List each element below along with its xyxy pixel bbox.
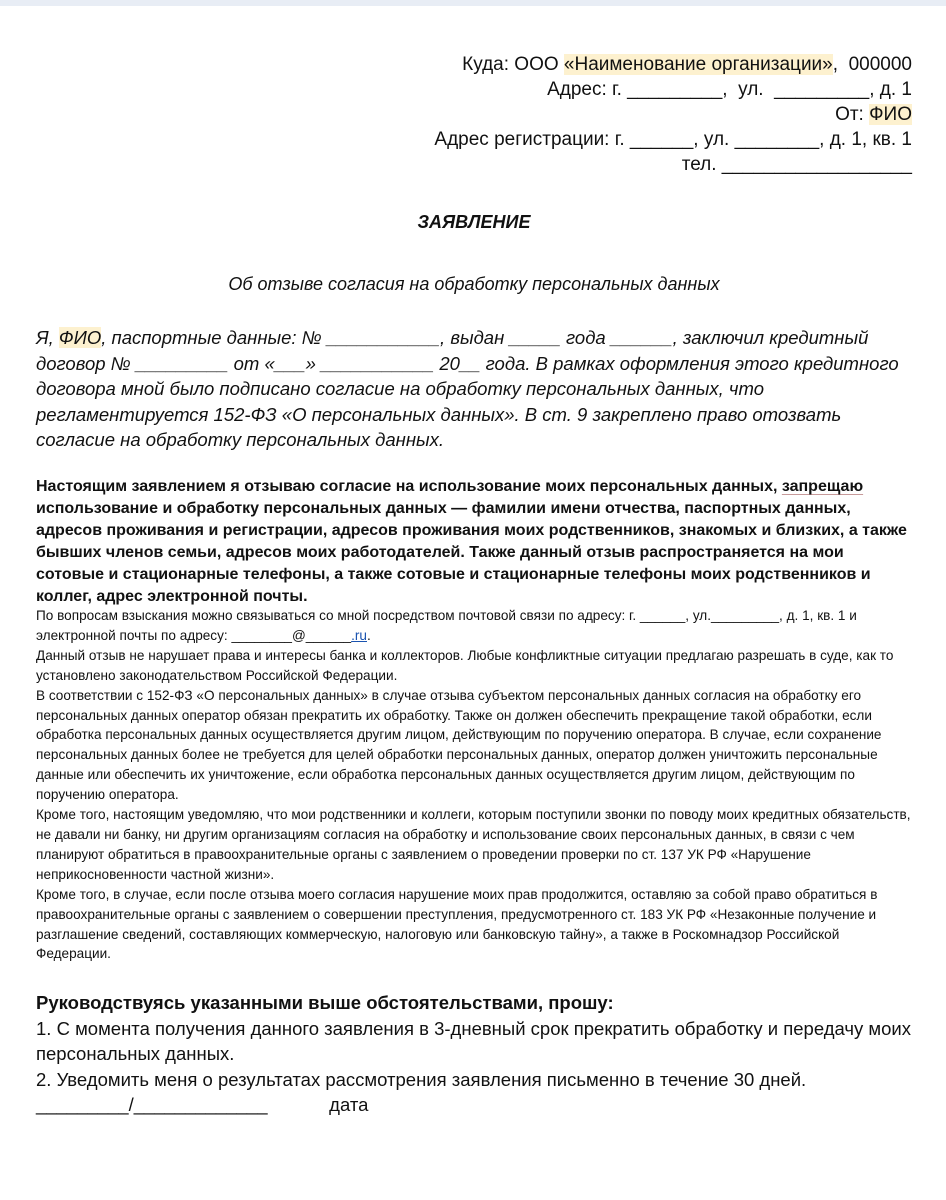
relatives-paragraph: Кроме того, настоящим уведомляю, что мои родственники и коллеги, которым поступили звонки по поводу моих кредитных обязательств, не давали ни банку, ни другим организациям согласия на обработку и использование своих персональных данных, в связи с чем планируют обратиться в правоохранительные органы с заявлением о проведении проверки по ст. 137 УК РФ «Нарушение неприкосновенности частной жизни». bbox=[36, 807, 911, 882]
details-section bbox=[36, 606, 912, 964]
signature-line: _________/_____________ дата bbox=[36, 1094, 369, 1115]
rights-paragraph: Данный отзыв не нарушает права и интересы банка и коллекторов. Любые конфликтные ситуации предлагаю разрешать в суде, как то установлено законодательством Российской Федерации. bbox=[36, 647, 894, 683]
request-item-1: 1. С момента получения данного заявления в 3-дневный срок прекратить обработку и передачу моих персональных данных. bbox=[36, 1017, 912, 1064]
request-lead: Руководствуясь указанными выше обстоятельствами, прошу: bbox=[36, 992, 614, 1013]
request-section bbox=[36, 990, 912, 1118]
sender-line: От: ФИО bbox=[835, 104, 912, 125]
email-domain-link[interactable]: .ru bbox=[351, 627, 367, 643]
applicant-name-highlight: ФИО bbox=[58, 327, 102, 348]
registration-address-line: Адрес регистрации: г. ______, ул. ________, д. 1, кв. 1 bbox=[434, 129, 912, 150]
enforcement-paragraph: Кроме того, в случае, если после отзыва моего согласия нарушение моих прав продолжится, оставляю за собой право обратиться в правоохранительные органы с заявлением о совершении преступления, предусмотренного ст. 183 УК РФ «Незаконные получение и разглашение сведений, составляющих коммерческую, налоговую или банковскую тайну», а также в Роскомнадзор Российской Федерации. bbox=[36, 886, 878, 962]
intro-paragraph: Я, ФИО, паспортные данные: № ___________, выдан _____ года ______, заключил кредитный договор № _________ от «___» ___________ 20__ года. В рамках оформления этого кредитного договора мной было подписано согласие на обработку персональных данных, что регламентируется 152-ФЗ «О персональных данных». В ст. 9 закреплено право отозвать согласие на обработку персональных данных. bbox=[36, 327, 899, 450]
top-toolbar-strip bbox=[0, 0, 946, 6]
sender-name-highlight: ФИО bbox=[869, 104, 912, 125]
org-name-highlight: «Наименование организации» bbox=[563, 54, 833, 75]
revocation-paragraph: Настоящим заявлением я отзываю согласие на использование моих персональных данных, запрещаю использование и обработку персональных данных — фамилии имени отчества, паспортных данных, адресов проживания и регистрации, адресов проживания моих родственников, знакомых и близких, а также бывших членов семьи, адресов моих работодателей. Также данный отзыв распространяется на мои сотовые и стационарные телефоны, а также сотовые и стационарные телефоны моих родственников и коллег, адрес электронной почты. bbox=[36, 478, 907, 605]
request-item-2: 2. Уведомить меня о результатах рассмотрения заявления письменно в течение 30 дней. bbox=[36, 1068, 807, 1090]
recipient-address-line: Адрес: г. _________, ул. _________, д. 1 bbox=[547, 79, 912, 100]
document-title: ЗАЯВЛЕНИЕ bbox=[417, 212, 531, 232]
document-subtitle: Об отзыве согласия на обработку персональных данных bbox=[228, 274, 720, 294]
law-paragraph: В соответствии с 152-ФЗ «О персональных данных» в случае отзыва субъектом персональных данных согласия на обработку его персональных данных оператор обязан прекратить их обработку. Также он должен обеспечить прекращение такой обработки, если обработка персональных данных осуществляется другим лицом, действующим по поручению оператора. В случае, если сохранение персональных данных более не требуется для целей обработки персональных данных, оператор должен уничтожить персональные данные или обеспечить их уничтожение, если обработка персональных данных осуществляется другим лицом, действующим по поручению оператора. bbox=[36, 687, 882, 803]
recipient-line: Куда: ООО «Наименование организации», 000000 bbox=[462, 54, 912, 75]
contact-paragraph: По вопросам взыскания можно связываться со мной посредством почтовой связи по адресу: г. ______, ул._________, д. 1, кв. 1 и электронной почты по адресу: ________@______.ru. bbox=[36, 608, 857, 643]
phone-line: тел. __________________ bbox=[681, 154, 912, 175]
addressee-block bbox=[434, 52, 912, 177]
underlined-word: запрещаю bbox=[781, 478, 864, 495]
